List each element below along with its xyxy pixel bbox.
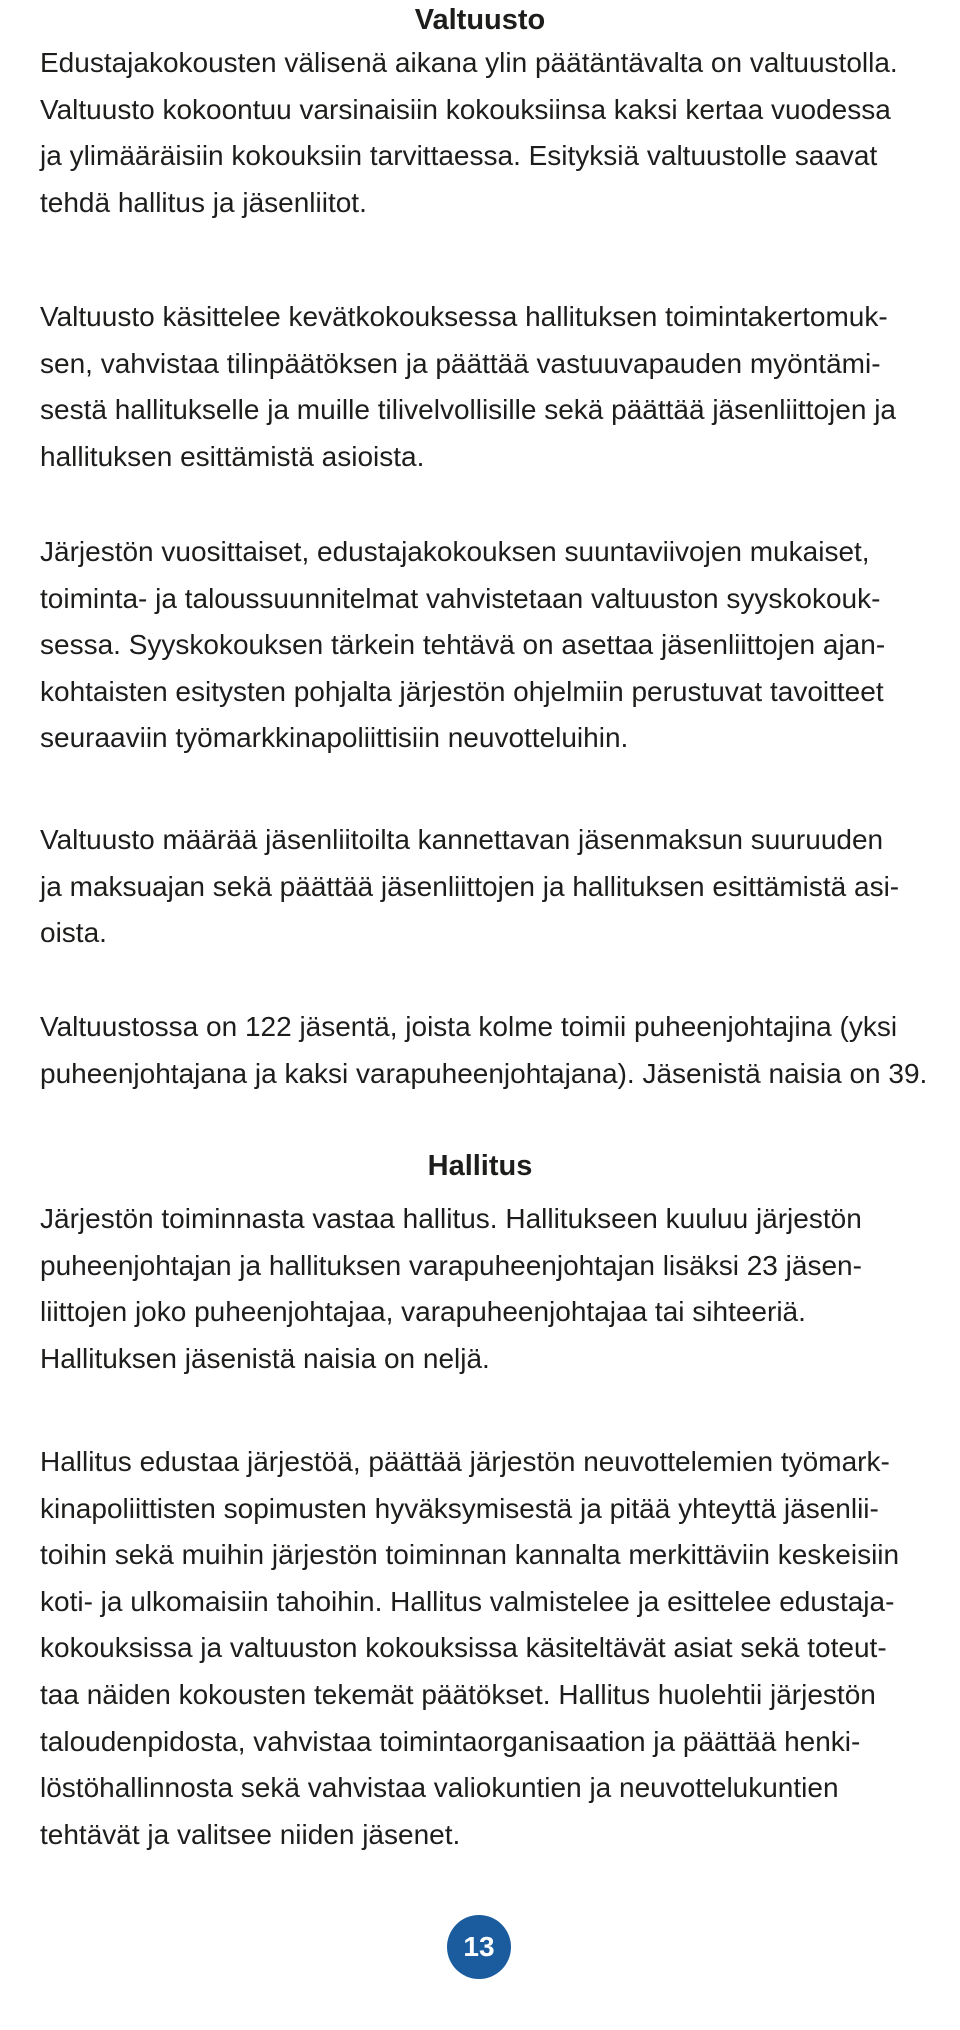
text-line: kinapoliittisten sopimusten hyväksymisestä ja pitää yhteyttä jäsenlii- [40, 1492, 879, 1524]
text-line: toihin sekä muihin järjestön toiminnan kannalta merkittäviin keskeisiin [40, 1539, 900, 1571]
text-line: kokouksissa ja valtuuston kokouksissa käsiteltävät asiat sekä toteut- [40, 1632, 887, 1664]
text-line: tehdä hallitus ja jäsenliitot. [40, 186, 367, 218]
text-line: sen, vahvistaa tilinpäätöksen ja päättää vastuuvapauden myöntämi- [40, 347, 881, 379]
text-line: löstöhallinnosta sekä vahvistaa valiokuntien ja neuvottelukuntien [40, 1772, 839, 1804]
text-line: oista. [40, 917, 107, 949]
paragraph-valtuusto-4 [40, 817, 960, 957]
text-line: Järjestön toiminnasta vastaa hallitus. Hallitukseen kuuluu järjestön [40, 1203, 862, 1234]
text-line: Hallitus edustaa järjestöä, päättää järjestön neuvottelemien työmark- [40, 1446, 890, 1477]
paragraph-valtuusto-3 [40, 529, 960, 762]
text-line: Hallituksen jäsenistä naisia on neljä. [40, 1342, 490, 1374]
paragraph-valtuusto-1 [40, 40, 960, 226]
section-heading-valtuusto: Valtuusto [414, 4, 546, 36]
text-line: puheenjohtajana ja kaksi varapuheenjohtajana). Jäsenistä naisia on 39. [40, 1057, 928, 1089]
text-line: Valtuusto käsittelee kevätkokouksessa hallituksen toimintakertomuk- [40, 301, 888, 332]
text-line: Valtuustossa on 122 jäsentä, joista kolme toimii puheenjohtajina (yksi [40, 1011, 898, 1042]
text-line: koti- ja ulkomaisiin tahoihin. Hallitus valmistelee ja esittelee edustaja- [40, 1585, 895, 1617]
text-line: taa näiden kokousten tekemät päätökset. Hallitus huolehtii järjestön [40, 1678, 876, 1710]
text-line: liittojen joko puheenjohtajaa, varapuheenjohtajaa tai sihteeriä. [40, 1296, 806, 1328]
text-line: sessa. Syyskokouksen tärkein tehtävä on asettaa jäsenliittojen ajan- [40, 629, 886, 661]
text-line: taloudenpidosta, vahvistaa toimintaorganisaation ja päättää henki- [40, 1725, 861, 1757]
text-line: Edustajakokousten välisenä aikana ylin päätäntävalta on valtuustolla. [40, 47, 898, 78]
paragraph-valtuusto-5 [40, 1004, 960, 1097]
text-line: ja ylimääräisiin kokouksiin tarvittaessa. Esityksiä valtuustolle saavat [40, 140, 878, 172]
text-line: Järjestön vuosittaiset, edustajakokouksen suuntaviivojen mukaiset, [40, 536, 870, 567]
section-heading-hallitus: Hallitus [427, 1150, 533, 1182]
text-line: toiminta- ja taloussuunnitelmat vahvistetaan valtuuston syyskokouk- [40, 582, 881, 614]
page-number-badge: 13 [447, 1915, 511, 1979]
text-line: sestä hallitukselle ja muille tilivelvollisille sekä päättää jäsenliittojen ja [40, 394, 896, 426]
text-line: puheenjohtajan ja hallituksen varapuheenjohtajan lisäksi 23 jäsen- [40, 1249, 862, 1281]
paragraph-hallitus-1 [40, 1196, 960, 1382]
paragraph-hallitus-2 [40, 1439, 960, 1858]
text-line: seuraaviin työmarkkinapoliittisiin neuvotteluihin. [40, 722, 629, 754]
paragraph-valtuusto-2 [40, 294, 960, 480]
text-line: hallituksen esittämistä asioista. [40, 440, 425, 472]
text-line: Valtuusto kokoontuu varsinaisiin kokouksiinsa kaksi kertaa vuodessa [40, 93, 891, 125]
text-line: Valtuusto määrää jäsenliitoilta kannettavan jäsenmaksun suuruuden [40, 824, 884, 855]
text-line: tehtävät ja valitsee niiden jäsenet. [40, 1818, 461, 1850]
text-line: ja maksuajan sekä päättää jäsenliittojen ja hallituksen esittämistä asi- [40, 870, 900, 902]
text-line: kohtaisten esitysten pohjalta järjestön ohjelmiin perustuvat tavoitteet [40, 675, 884, 707]
